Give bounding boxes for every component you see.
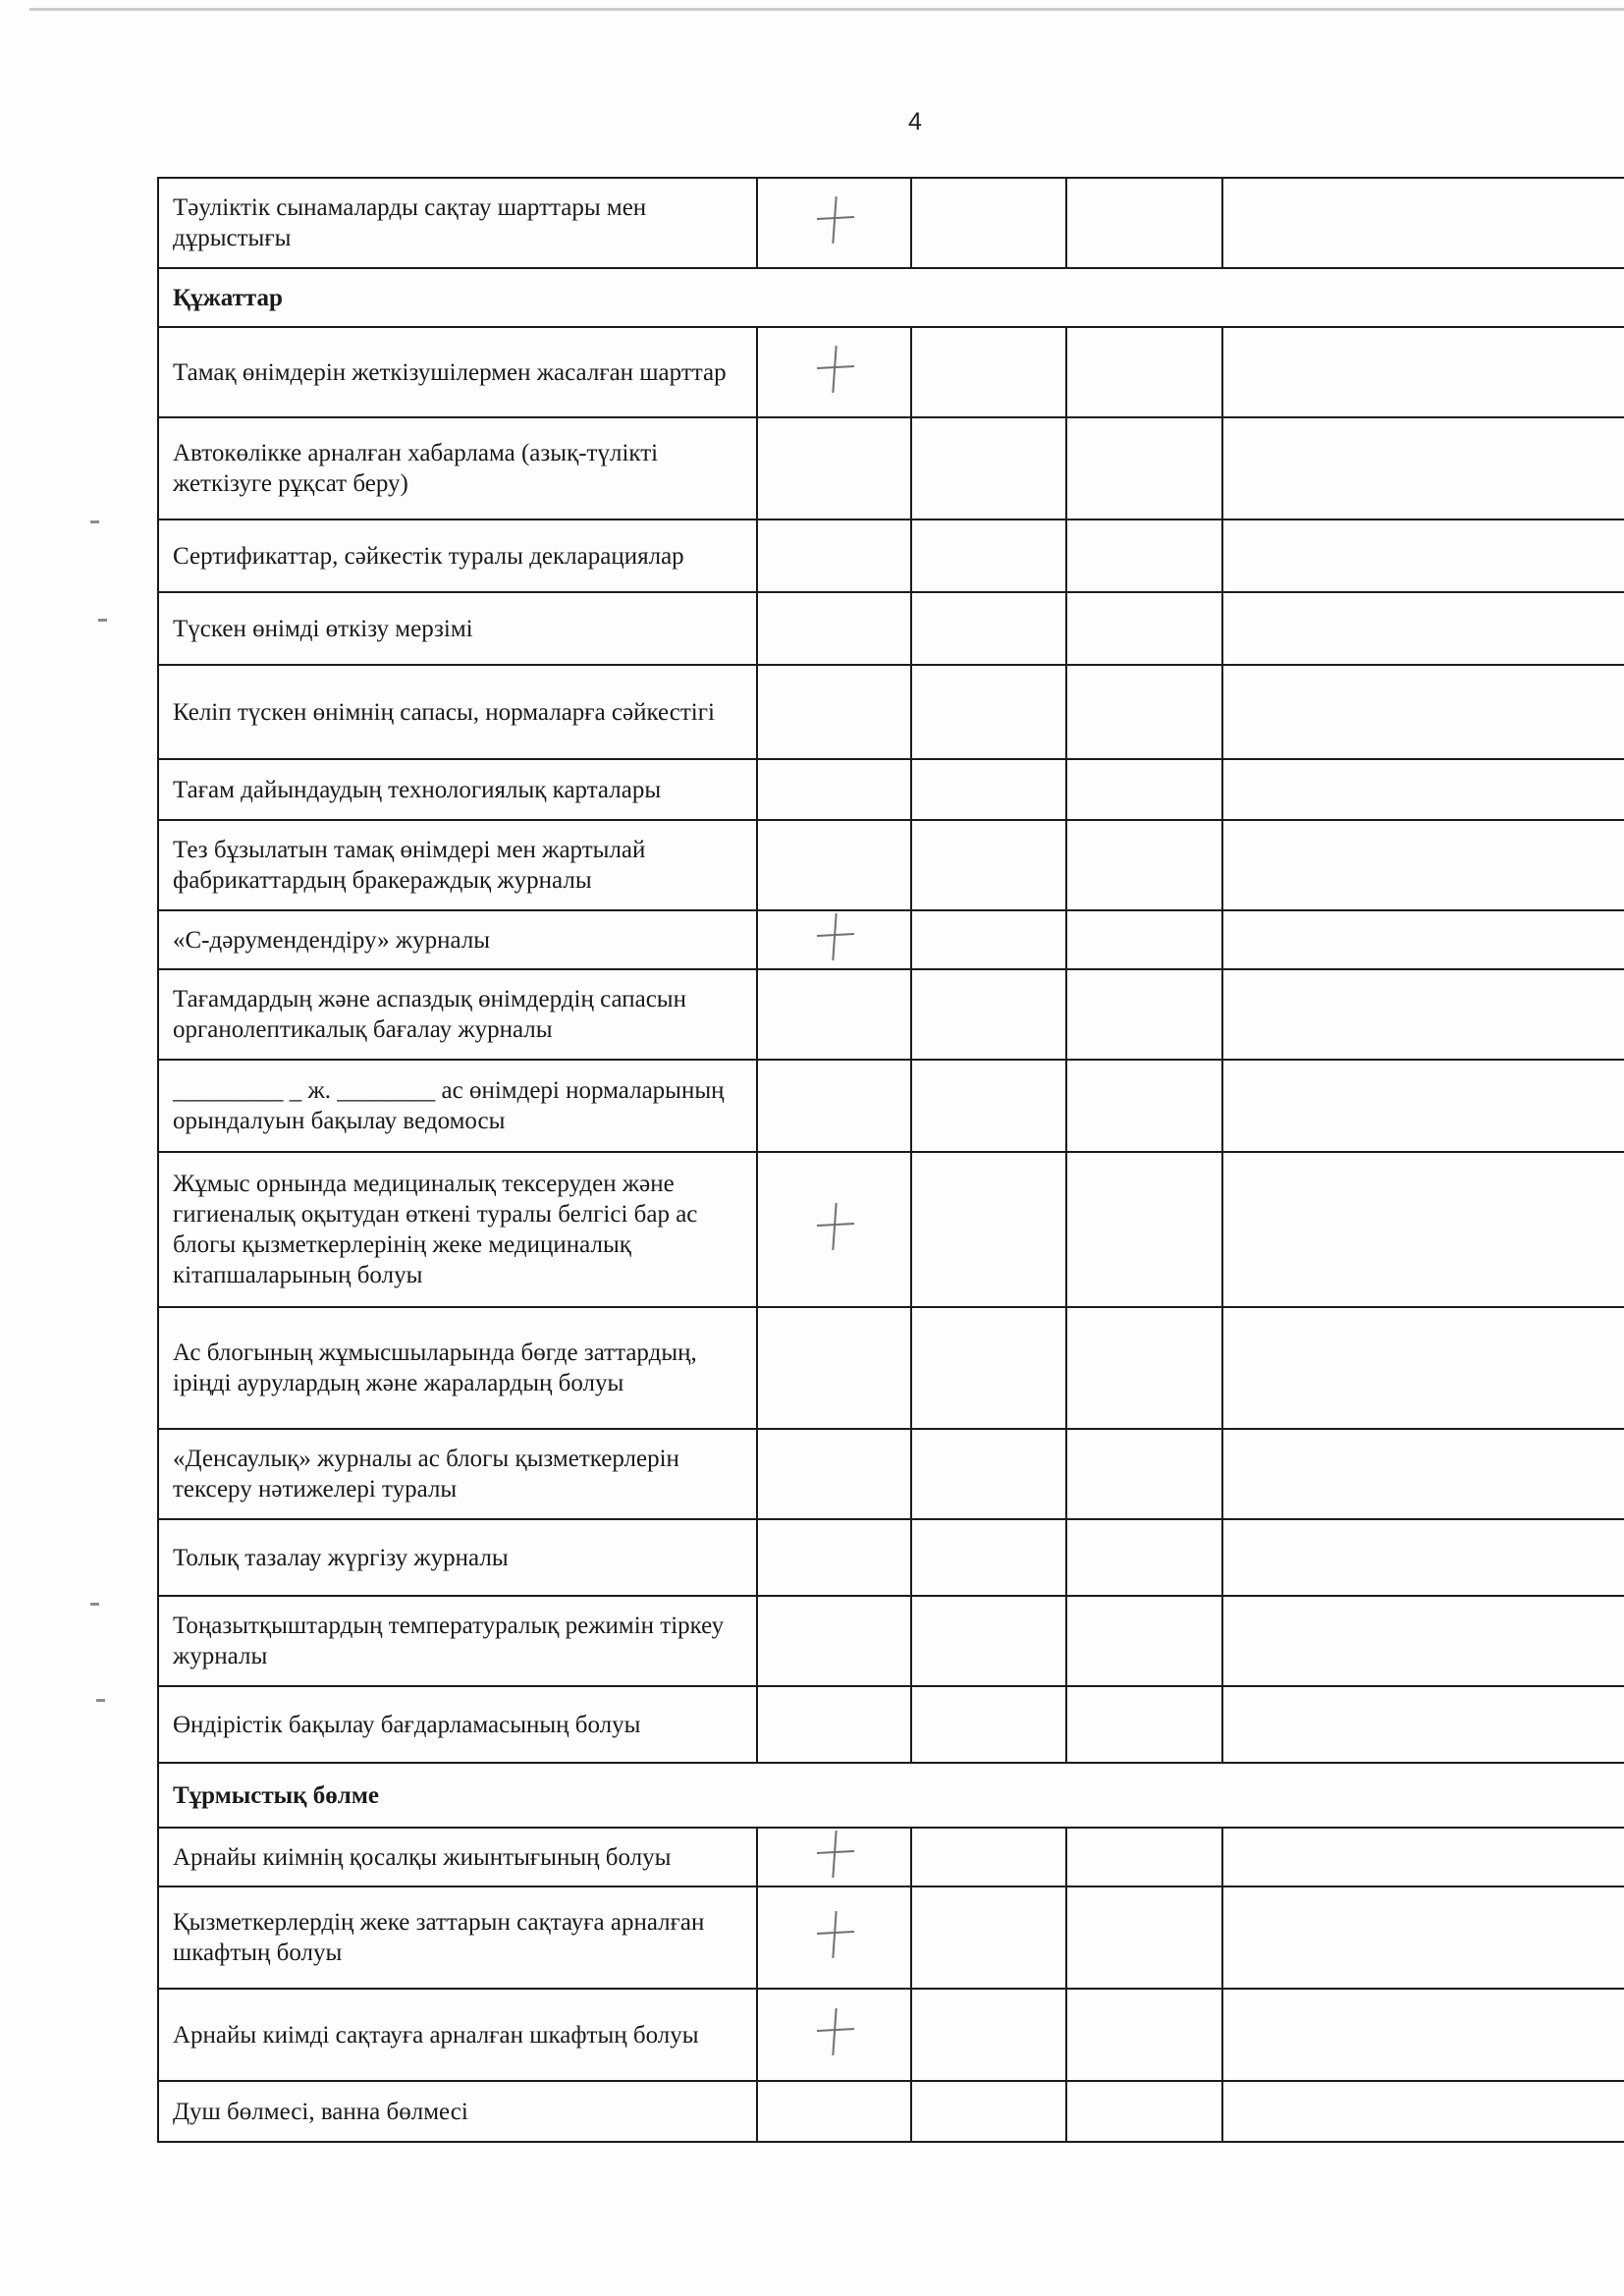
notes-cell [1222, 665, 1624, 759]
col-3-cell [911, 969, 1066, 1060]
notes-cell [1222, 1828, 1624, 1886]
col-4-cell [1066, 1828, 1222, 1886]
col-4-cell [1066, 910, 1222, 969]
checklist-row [158, 759, 1624, 820]
col-3-cell [911, 820, 1066, 910]
checklist-row [158, 1060, 1624, 1152]
compliance-cell [757, 1519, 911, 1596]
compliance-cell [757, 1307, 911, 1429]
checklist-row [158, 327, 1624, 417]
requirement-label: Тоңазытқыштардың температуралық режимін тіркеу журналы [158, 1596, 757, 1686]
col-3-cell [911, 417, 1066, 519]
compliance-cell [757, 178, 911, 268]
notes-cell [1222, 1152, 1624, 1307]
checklist-row [158, 665, 1624, 759]
compliance-cell [757, 910, 911, 969]
checklist-row [158, 820, 1624, 910]
section-heading: Тұрмыстық бөлме [158, 1763, 1624, 1828]
col-3-cell [911, 910, 1066, 969]
notes-cell [1222, 519, 1624, 592]
col-3-cell [911, 759, 1066, 820]
requirement-label: Автокөлікке арналған хабарлама (азық-түлікті жеткізуге рұқсат беру) [158, 417, 757, 519]
checklist-row [158, 519, 1624, 592]
checklist-sheet [157, 177, 1624, 2143]
notes-cell [1222, 759, 1624, 820]
section-heading: Құжаттар [158, 268, 1624, 327]
checklist-row [158, 969, 1624, 1060]
scan-speck [96, 1699, 105, 1702]
checklist-row [158, 1519, 1624, 1596]
requirement-label: Қызметкерлердің жеке заттарын сақтауға арналған шкафтың болуы [158, 1886, 757, 1989]
col-4-cell [1066, 1307, 1222, 1429]
checklist-row [158, 910, 1624, 969]
compliance-cell [757, 1828, 911, 1886]
col-4-cell [1066, 820, 1222, 910]
requirement-label: Тәуліктік сынамаларды сақтау шарттары мен дұрыстығы [158, 178, 757, 268]
scan-speck [90, 520, 99, 523]
col-3-cell [911, 2081, 1066, 2142]
checklist-row [158, 1686, 1624, 1763]
requirement-label: Толық тазалау жүргізу журналы [158, 1519, 757, 1596]
checklist-row [158, 1429, 1624, 1519]
checklist-row [158, 2081, 1624, 2142]
notes-cell [1222, 417, 1624, 519]
col-4-cell [1066, 1886, 1222, 1989]
col-4-cell [1066, 417, 1222, 519]
compliance-cell [757, 417, 911, 519]
col-4-cell [1066, 1060, 1222, 1152]
notes-cell [1222, 1886, 1624, 1989]
requirement-label: Жұмыс орнында медициналық тексеруден және гигиеналық оқытудан өткені туралы белгісі бар ас блогы қызметкерлерінің жеке медициналық кітапшаларының болуы [158, 1152, 757, 1307]
compliance-cell [757, 665, 911, 759]
notes-cell [1222, 910, 1624, 969]
col-4-cell [1066, 1429, 1222, 1519]
notes-cell [1222, 1989, 1624, 2081]
handwritten-plus-mark [813, 2006, 856, 2055]
requirement-label: Сертификаттар, сәйкестік туралы декларациялар [158, 519, 757, 592]
col-3-cell [911, 1886, 1066, 1989]
section-row [158, 268, 1624, 327]
col-3-cell [911, 178, 1066, 268]
col-4-cell [1066, 1686, 1222, 1763]
notes-cell [1222, 820, 1624, 910]
checklist-row [158, 178, 1624, 268]
compliance-cell [757, 969, 911, 1060]
col-3-cell [911, 665, 1066, 759]
requirement-label: Душ бөлмесі, ванна бөлмесі [158, 2081, 757, 2142]
requirement-label: _________ _ ж. ________ ас өнімдері нормаларының орындалуын бақылау ведомосы [158, 1060, 757, 1152]
requirement-label: Тағамдардың және аспаздық өнімдердің сапасын органолептикалық бағалау журналы [158, 969, 757, 1060]
compliance-cell [757, 1429, 911, 1519]
col-3-cell [911, 1060, 1066, 1152]
requirement-label: Түскен өнімді өткізу мерзімі [158, 592, 757, 665]
compliance-cell [757, 759, 911, 820]
requirement-label: Арнайы киімді сақтауға арналған шкафтың болуы [158, 1989, 757, 2081]
requirement-label: Тез бұзылатын тамақ өнімдері мен жартылай фабрикаттардың бракераждық журналы [158, 820, 757, 910]
compliance-cell [757, 1152, 911, 1307]
notes-cell [1222, 1429, 1624, 1519]
notes-cell [1222, 2081, 1624, 2142]
col-3-cell [911, 1152, 1066, 1307]
notes-cell [1222, 178, 1624, 268]
checklist-row [158, 1307, 1624, 1429]
col-3-cell [911, 1307, 1066, 1429]
col-3-cell [911, 1519, 1066, 1596]
checklist-row [158, 1152, 1624, 1307]
requirement-label: Келіп түскен өнімнің сапасы, нормаларға сәйкестігі [158, 665, 757, 759]
compliance-cell [757, 2081, 911, 2142]
compliance-cell [757, 820, 911, 910]
notes-cell [1222, 1596, 1624, 1686]
col-4-cell [1066, 759, 1222, 820]
notes-cell [1222, 327, 1624, 417]
col-3-cell [911, 327, 1066, 417]
checklist-row [158, 1886, 1624, 1989]
notes-cell [1222, 1686, 1624, 1763]
col-3-cell [911, 1596, 1066, 1686]
notes-cell [1222, 592, 1624, 665]
col-4-cell [1066, 178, 1222, 268]
compliance-cell [757, 1989, 911, 2081]
handwritten-plus-mark [813, 1201, 856, 1250]
handwritten-plus-mark [813, 194, 856, 244]
requirement-label: «Денсаулық» журналы ас блогы қызметкерлерін тексеру нәтижелері туралы [158, 1429, 757, 1519]
compliance-cell [757, 519, 911, 592]
col-4-cell [1066, 1989, 1222, 2081]
requirement-label: Ас блогының жұмысшыларында бөгде заттардың, іріңді аурулардың және жаралардың болуы [158, 1307, 757, 1429]
col-4-cell [1066, 1519, 1222, 1596]
col-4-cell [1066, 519, 1222, 592]
notes-cell [1222, 1060, 1624, 1152]
col-4-cell [1066, 1596, 1222, 1686]
col-4-cell [1066, 665, 1222, 759]
checklist-row [158, 1989, 1624, 2081]
section-row [158, 1763, 1624, 1828]
compliance-cell [757, 592, 911, 665]
requirement-label: Өндірістік бақылау бағдарламасының болуы [158, 1686, 757, 1763]
notes-cell [1222, 1307, 1624, 1429]
compliance-cell [757, 1686, 911, 1763]
notes-cell [1222, 969, 1624, 1060]
checklist-row [158, 417, 1624, 519]
compliance-cell [757, 1886, 911, 1989]
handwritten-plus-mark [813, 911, 856, 960]
checklist-row [158, 1596, 1624, 1686]
checklist-row [158, 592, 1624, 665]
compliance-cell [757, 1596, 911, 1686]
handwritten-plus-mark [813, 344, 856, 393]
notes-cell [1222, 1519, 1624, 1596]
compliance-cell [757, 327, 911, 417]
requirement-label: Тамақ өнімдерін жеткізушілермен жасалған шарттар [158, 327, 757, 417]
col-4-cell [1066, 327, 1222, 417]
col-3-cell [911, 1989, 1066, 2081]
col-4-cell [1066, 1152, 1222, 1307]
handwritten-plus-mark [813, 1829, 856, 1878]
checklist-row [158, 1828, 1624, 1886]
col-3-cell [911, 1828, 1066, 1886]
checklist-table [157, 177, 1624, 2143]
col-3-cell [911, 1686, 1066, 1763]
scan-speck [98, 619, 107, 622]
col-4-cell [1066, 592, 1222, 665]
compliance-cell [757, 1060, 911, 1152]
requirement-label: Тағам дайындаудың технологиялық карталары [158, 759, 757, 820]
col-3-cell [911, 519, 1066, 592]
requirement-label: Арнайы киімнің қосалқы жиынтығының болуы [158, 1828, 757, 1886]
scan-speck [90, 1603, 99, 1606]
handwritten-plus-mark [813, 1909, 856, 1958]
col-4-cell [1066, 969, 1222, 1060]
col-4-cell [1066, 2081, 1222, 2142]
requirement-label: «С-дәрумендендіру» журналы [158, 910, 757, 969]
col-3-cell [911, 592, 1066, 665]
scan-top-edge [29, 8, 1624, 11]
page-number: 4 [908, 108, 922, 136]
col-3-cell [911, 1429, 1066, 1519]
